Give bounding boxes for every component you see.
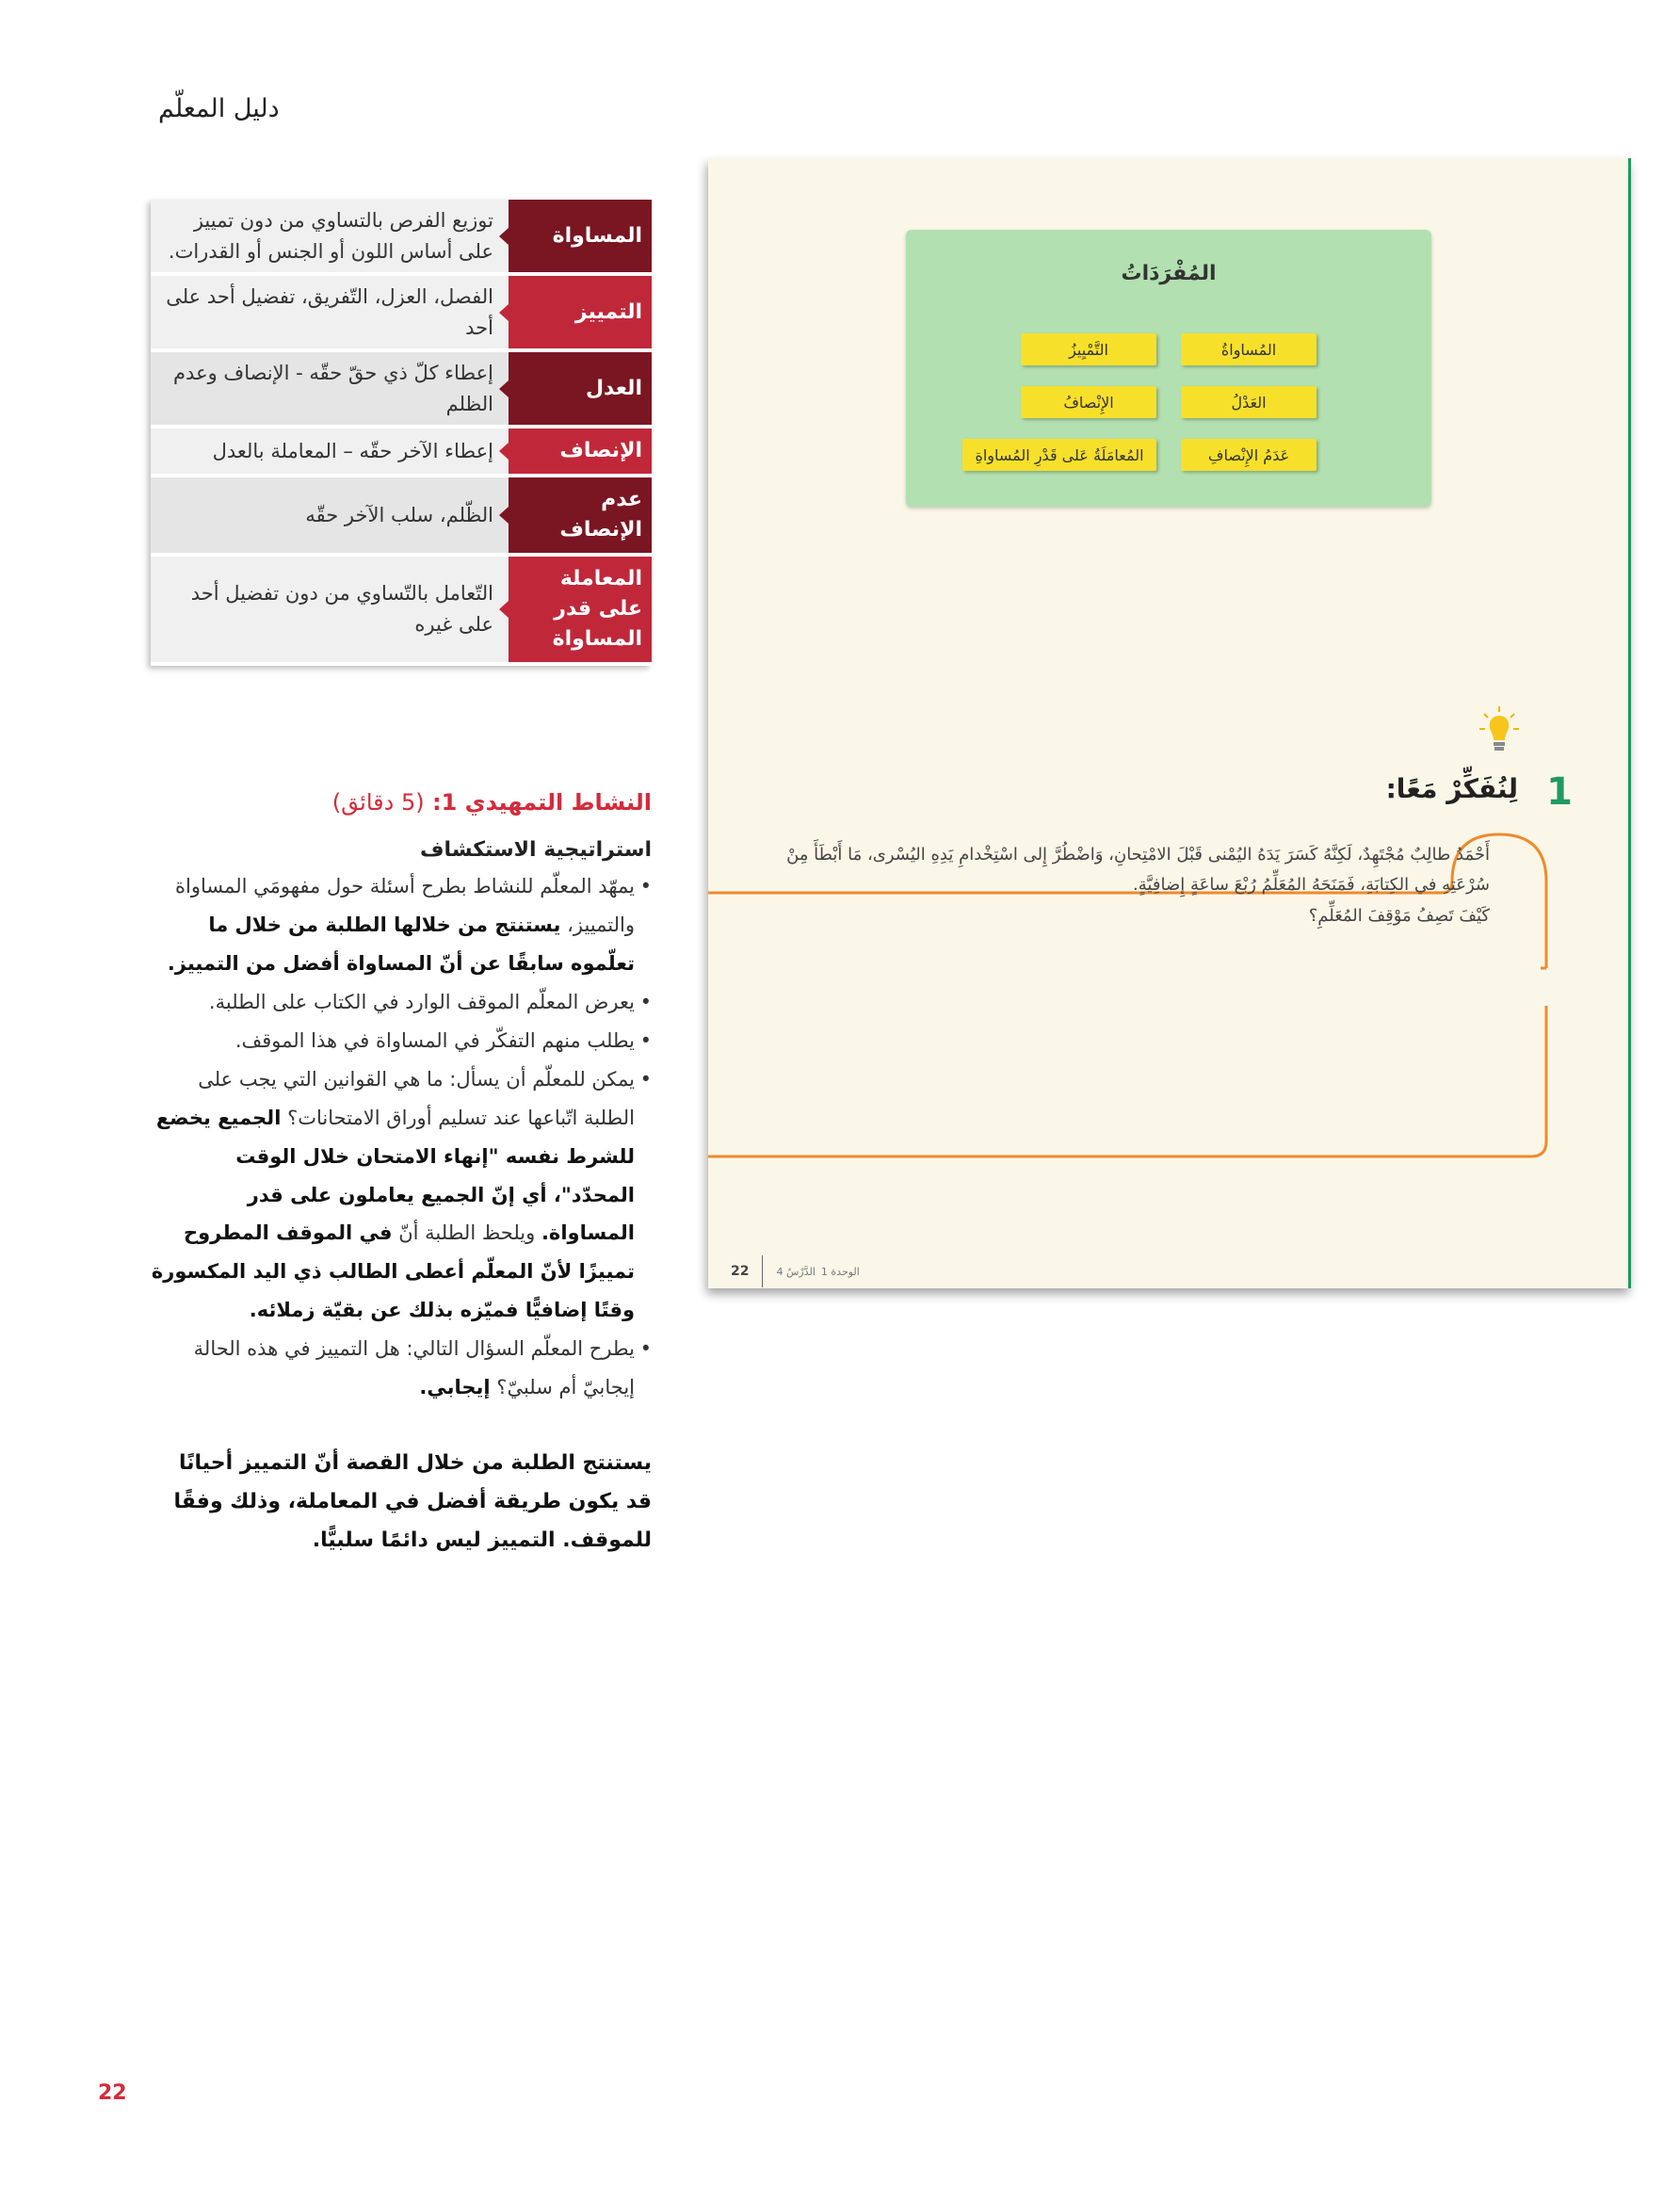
vocabulary-chip: التَّمْيِيزُ	[1021, 333, 1156, 365]
glossary-term: المساواة	[509, 200, 652, 272]
glossary-definition: إعطاء كلّ ذي حقّ حقّه - الإنصاف وعدم الظلم	[151, 352, 509, 425]
step-text: يمكن للمعلّم أن يسأل: ما هي القوانين التي يجب على الطلبة اتّباعها عند تسليم أوراق الامتحانات؟	[198, 1067, 635, 1129]
footer-page-number: 22	[731, 1264, 750, 1279]
glossary-row	[151, 352, 652, 425]
glossary-row	[151, 477, 652, 553]
list-item	[151, 867, 652, 983]
step-emphasis: في الموقف المطروح تمييزًا لأنّ المعلّم أعطى الطالب ذي اليد المكسورة وقتًا إضافيًّا فميّزه بذلك عن بقيّة زملائه.	[151, 1221, 635, 1322]
step-text: يطلب منهم التفكّر في المساواة في هذا الموقف.	[234, 1028, 635, 1052]
glossary-definition: توزيع الفرص بالتساوي من دون تمييز على أساس اللون أو الجنس أو القدرات.	[151, 200, 509, 272]
activity-conclusion: يستنتج الطلبة من خلال القصة أنّ التمييز أحيانًا قد يكون طريقة أفضل في المعاملة، وذلك وفقًا للموقف. التمييز ليس دائمًا سلبيًّا.	[173, 1451, 652, 1552]
glossary-definition: الفصل، العزل، التّفريق، تفضيل أحد على أحد	[151, 276, 509, 348]
glossary-row	[151, 428, 652, 474]
vocabulary-chip: الإِنْصافُ	[1021, 386, 1156, 418]
list-item	[151, 1022, 652, 1060]
think-title: لِنُفَكِّرْ مَعًا:	[1385, 773, 1518, 804]
lightbulb-icon	[1478, 704, 1520, 759]
story-question: كَيْفَ تَصِفُ مَوْقِفَ المُعَلِّمِ؟	[1308, 905, 1490, 926]
glossary-term: التمييز	[509, 276, 652, 348]
think-number: 1	[1546, 770, 1573, 814]
list-item	[151, 1330, 652, 1407]
textbook-footer	[731, 1255, 860, 1287]
vocabulary-box	[906, 230, 1431, 507]
glossary-term: المعاملة على قدر المساواة	[509, 557, 652, 662]
step-text: ويلحظ الطلبة أنّ	[398, 1221, 536, 1245]
list-item	[151, 1060, 652, 1331]
vocabulary-title: المُفْرَدَاتُ	[1121, 262, 1217, 285]
strategy-heading: استراتيجية الاستكشاف	[420, 838, 652, 862]
page-header-title: دليل المعلّم	[158, 94, 280, 123]
glossary-definition: الظّلم، سلب الآخر حقّه	[151, 477, 509, 553]
glossary-row	[151, 276, 652, 348]
activity-duration: (5 دقائق)	[331, 789, 425, 816]
textbook-page-image	[708, 158, 1631, 1288]
vocabulary-chip: العَدْلُ	[1181, 386, 1317, 418]
glossary-row	[151, 557, 652, 662]
glossary-definition: التّعامل بالتّساوي من دون تفضيل أحد على غيره	[151, 557, 509, 662]
step-text: يمهّد المعلّم للنشاط بطرح أسئلة حول مفهومَي المساواة والتمييز،	[174, 875, 635, 936]
step-emphasis: إيجابي.	[419, 1376, 491, 1399]
activity-steps	[151, 867, 652, 1407]
list-item	[151, 983, 652, 1022]
footer-divider	[762, 1255, 763, 1287]
activity-section	[151, 789, 652, 1560]
vocabulary-chip: عَدَمُ الإِنْصافِ	[1181, 439, 1317, 471]
activity-title-label: النشاط التمهيدي 1:	[431, 789, 652, 816]
footer-unit: الوحدة 1	[820, 1265, 860, 1278]
glossary-term: العدل	[509, 352, 652, 425]
step-emphasis: الجميع يخضع للشرط نفسه "إنهاء الامتحان خلال الوقت المحدّد"، أي إنّ الجميع يعاملون على قدر المساواة.	[155, 1106, 635, 1245]
step-text: يطرح المعلّم السؤال التالي: هل التمييز في هذه الحالة إيجابيّ أم سلبيّ؟	[193, 1337, 635, 1399]
glossary-definition: إعطاء الآخر حقّه – المعاملة بالعدل	[151, 428, 509, 474]
vocabulary-chip: المُعامَلَةُ عَلى قَدْرِ المُساواةِ	[962, 439, 1156, 471]
page-number: 22	[98, 2081, 127, 2105]
activity-title	[151, 789, 652, 816]
story-paragraph: أَحْمَدُ طالِبٌ مُجْتَهِدٌ، لَكِنَّهُ كَسَرَ يَدَهُ اليُمْنى قَبْلَ الامْتِحانِ، وَاضْطُرَّ إِلى اسْتِخْدامِ يَدِهِ اليُسْرى، مَا أَبْطَأَ مِنْ سُرْعَتِهِ في الكِتابَةِ، فَمَنَحَهُ المُعَلِّمُ رُبْعَ ساعَةٍ إِضافِيَّةٍ.	[786, 845, 1490, 896]
glossary-term: عدم الإنصاف	[509, 477, 652, 553]
story-text	[783, 840, 1490, 931]
vocabulary-chip: المُساواةُ	[1181, 333, 1317, 365]
step-text: يعرض المعلّم الموقف الوارد في الكتاب على الطلبة.	[208, 990, 635, 1013]
glossary-term: الإنصاف	[509, 428, 652, 474]
step-emphasis: يستنتج من خلالها الطلبة من خلال ما تعلّموه سابقًا عن أنّ المساواة أفضل من التمييز.	[167, 913, 635, 975]
footer-lesson: الدَّرْسُ 4	[776, 1265, 816, 1278]
glossary-table	[151, 200, 652, 666]
glossary-row	[151, 200, 652, 272]
